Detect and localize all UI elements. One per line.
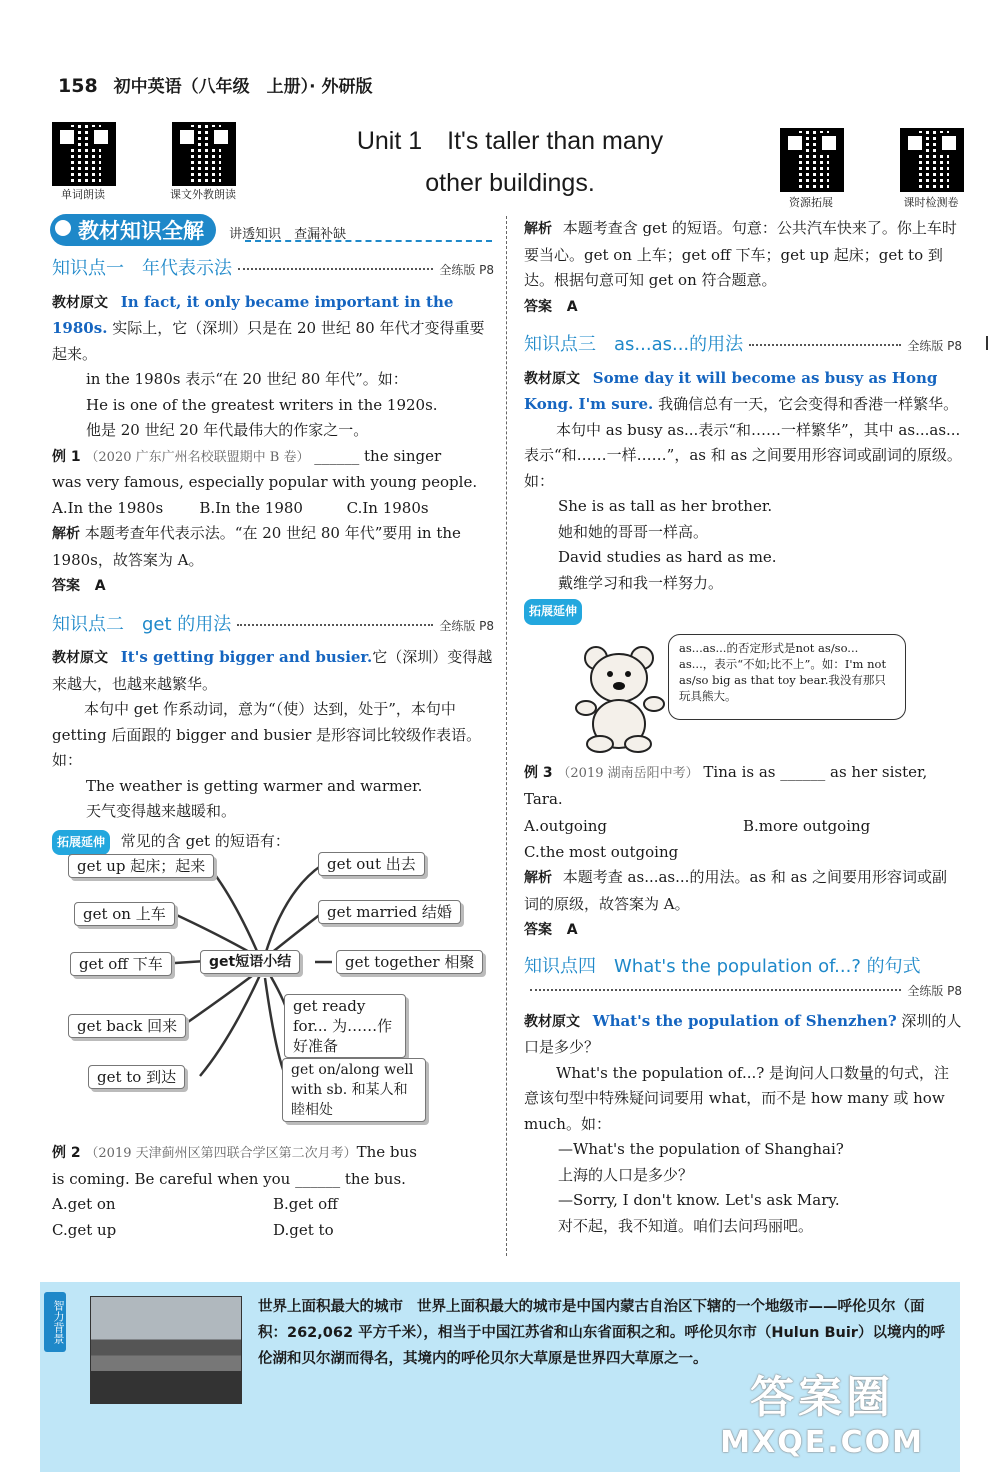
- answer-3: 答案 A: [524, 922, 578, 938]
- example-cn: 她和她的哥哥一样高。: [558, 522, 709, 541]
- original-text: 教材原文 In fact, it only became important in the 1980s. 实际上，它（深圳）只是在 20 世纪 80 年代才变得重要起来。: [52, 292, 485, 363]
- example-cn: 天气变得越来越暖和。: [86, 802, 237, 820]
- qr-word-reading[interactable]: [52, 122, 116, 186]
- dialog-cn: 上海的人口是多少？: [558, 1165, 694, 1184]
- background-knowledge-panel: [40, 1282, 960, 1472]
- qr-lesson-test[interactable]: [900, 128, 964, 192]
- original-text: 教材原文 It's getting bigger and busier.它（深圳）变得越来越大，也越来越繁华。: [52, 648, 493, 693]
- example-en: She is as tall as her brother.: [558, 497, 773, 515]
- qr-label: 课文外教朗读: [170, 188, 236, 201]
- unit-title: Unit 1 It's taller than many other buildings.: [356, 127, 664, 197]
- panel-tag: 智力背景: [44, 1292, 66, 1352]
- option-c[interactable]: C.the most outgoing: [524, 842, 679, 861]
- question-3: 例 3 （2019 湖南岳阳中考） Tina is as ______ as her sister, Tara. A.outgoing B.more outgoing C.the most outgoing 解析 本题考查 as...as...的用法。as 和 as 之间要用形容词或副词的原级，故答案为 A。 答案 A 知识点四 What's the population of...? 的句式 全练版 P8 教材原文 What's the population of Shenzhen? 深圳的人口是多少？ What's the population of...? 是询问人口数量的句式，注意该句型中特殊疑问词要用 what，而不是 how many 或 how much。如： —What's the population of Shanghai? 上海的人口是多少？ —Sorry, I don't know. Let's ask Mary. 对不起，我不知道。咱们去问玛丽吧。: [524, 760, 962, 1239]
- original-text: 教材原文 Some day it will become as busy as Hong Kong. I'm sure. 我确信总有一天，它会变得和香港一样繁华。: [524, 368, 959, 413]
- option-a[interactable]: A.In the 1980s: [52, 498, 164, 517]
- mindmap-node: get out 出去: [318, 852, 425, 876]
- option-b[interactable]: B.more outgoing: [743, 817, 871, 835]
- dialog-cn: 对不起，我不知道。咱们去问玛丽吧。: [558, 1216, 814, 1235]
- mindmap-node: get on 上车: [74, 902, 175, 926]
- column-divider: [506, 216, 507, 1256]
- right-column: [524, 216, 962, 625]
- example-cn: 戴维学习和我一样努力。: [558, 573, 724, 592]
- option-b[interactable]: B.In the 1980: [199, 498, 303, 517]
- left-column: [52, 256, 494, 855]
- section-banner: [50, 214, 492, 244]
- grassland-photo: [90, 1296, 242, 1404]
- option-c[interactable]: C.In 1980s: [346, 498, 429, 517]
- knowledge-point-2-title: 知识点二 get 的用法 全练版 P8: [52, 613, 494, 635]
- dialog-en: —What's the population of Shanghai?: [558, 1140, 844, 1158]
- qr-label: 资源拓展: [789, 196, 833, 209]
- example-cn: 他是 20 世纪 20 年代最伟大的作家之一。: [86, 421, 369, 439]
- qr-text-reading[interactable]: [172, 122, 236, 186]
- question-2: 例 2 （2019 天津蓟州区第四联合学区第二次月考）The bus is coming. Be careful when you ______ the bus. A.get on B.get off C.get up D.get to: [52, 1140, 494, 1243]
- book-title: 初中英语（八年级 上册）· 外研版: [113, 77, 373, 97]
- option-c[interactable]: C.get up: [52, 1220, 117, 1239]
- extension: [524, 598, 962, 625]
- example-en: The weather is getting warmer and warmer.: [86, 776, 423, 795]
- answer-2: 答案 A: [524, 298, 578, 315]
- extension-badge: 拓展延伸: [52, 830, 110, 856]
- get-phrase-mindmap: [60, 840, 500, 1130]
- mindmap-center: get短语小结: [200, 950, 300, 974]
- option-a[interactable]: A.get on: [52, 1195, 116, 1213]
- knowledge-point-3-title: 知识点三 as...as...的用法 全练版 P8: [524, 334, 962, 355]
- speech-bubble: as...as...的否定形式是not as/so... as...，表示“不如;比不上”。如：I'm not as/so big as that toy bear.我没有那只玩具熊大。: [668, 634, 906, 720]
- dialog-en: —Sorry, I don't know. Let's ask Mary.: [558, 1191, 840, 1209]
- analysis-1: 解析 本题考查年代表示法。“在 20 世纪 80 年代”要用 in the 1980s，故答案为 A。: [52, 524, 461, 569]
- qr-code-icon: [780, 128, 844, 192]
- knowledge-point-1-title: 知识点一 年代表示法 全练版 P8: [52, 258, 494, 279]
- explanation: in the 1980s 表示“在 20 世纪 80 年代”。如：: [86, 370, 408, 388]
- mindmap-node: get back 回来: [68, 1014, 186, 1038]
- page-number: 158: [58, 75, 98, 97]
- mindmap-node: get married 结婚: [318, 900, 461, 924]
- explanation: 本句中 get 作系动词，意为“（使）达到，处于”，本句中 getting 后面跟的 bigger and busier 是形容词比较级作表语。如：: [52, 700, 482, 769]
- question-2-options: [52, 1192, 494, 1218]
- analysis-3: 解析 本题考查 as...as...的用法。as 和 as 之间要用形容词或副词的原级，故答案为 A。: [524, 868, 948, 913]
- answer-1: 答案 A: [52, 578, 106, 594]
- qr-resources[interactable]: [780, 128, 844, 192]
- question-1: 例 1 （2020 广东广州名校联盟期中 B 卷） ______ the singer: [52, 446, 442, 465]
- question-1-options: [52, 496, 494, 522]
- explanation: What's the population of...? 是询问人口数量的句式，注意该句型中特殊疑问词要用 what，而不是 how many 或 how much。如：: [524, 1063, 950, 1133]
- qr-label: 单词朗读: [61, 188, 105, 201]
- mindmap-node: get to 到达: [88, 1065, 185, 1089]
- section-title: 教材知识全解: [50, 214, 216, 246]
- section-subtitle: 讲透知识 查漏补缺: [229, 227, 347, 242]
- extension: 拓展延伸 常见的含 get 的短语有：: [52, 829, 494, 856]
- mindmap-node: get on/along well with sb. 和某人和睦相处: [282, 1058, 426, 1122]
- qr-label: 课时检测卷: [903, 196, 959, 209]
- qr-code-icon: [172, 122, 236, 186]
- mindmap-node: get up 起床；起来: [68, 854, 214, 878]
- explanation: 本句中 as busy as...表示“和……一样繁华”，其中 as...as...表示“和……一样……”，as 和 as 之间要用形容词或副词的原级。如：: [524, 420, 962, 490]
- knowledge-point-4-ref: 全练版 P8: [524, 979, 962, 1005]
- mindmap-node: get together 相聚: [336, 950, 483, 974]
- edge-mark: [986, 336, 998, 350]
- extension-badge: 拓展延伸: [524, 599, 582, 625]
- knowledge-point-4-title: 知识点四 What's the population of...? 的句式: [524, 955, 921, 977]
- question-1-text: was very famous, especially popular with young people.: [52, 473, 478, 491]
- qr-code-icon: [900, 128, 964, 192]
- option-d[interactable]: D.get to: [273, 1220, 334, 1239]
- qr-code-icon: [52, 122, 116, 186]
- watermark: 答案圈 MXQE.COM: [720, 1372, 924, 1460]
- panel-text: 世界上面积最大的城市 世界上面积最大的城市是中国内蒙古自治区下辖的一个地级市——呼伦贝尔（面积：262,062 平方千米），相当于中国江苏省和山东省面积之和。呼伦贝尔市（Hulun Buir）以境内的呼伦湖和贝尔湖而得名，其境内的呼伦贝尔大草原是世界四大草原之一。: [258, 1299, 945, 1367]
- example-en: He is one of the greatest writers in the 1920s.: [86, 395, 438, 414]
- page-header: [58, 72, 372, 97]
- example-en: David studies as hard as me.: [558, 548, 777, 566]
- divider: [245, 240, 492, 242]
- mindmap-node: get off 下车: [70, 952, 172, 976]
- original-text: 教材原文 What's the population of Shenzhen? 深圳的人口是多少？: [524, 1011, 962, 1056]
- panel-title: 世界上面积最大的城市: [258, 1299, 403, 1315]
- analysis-2: 解析 本题考查含 get 的短语。句意：公共汽车快来了。你上车时要当心。get on 上车；get off 下车；get up 起床；get to 到达。根据句意可知 get on 符合题意。: [524, 219, 957, 289]
- teddy-bear-icon: [574, 644, 674, 754]
- option-b[interactable]: B.get off: [273, 1195, 338, 1213]
- option-a[interactable]: A.outgoing: [524, 817, 608, 835]
- mindmap-node: get ready for... 为……作好准备: [284, 994, 406, 1058]
